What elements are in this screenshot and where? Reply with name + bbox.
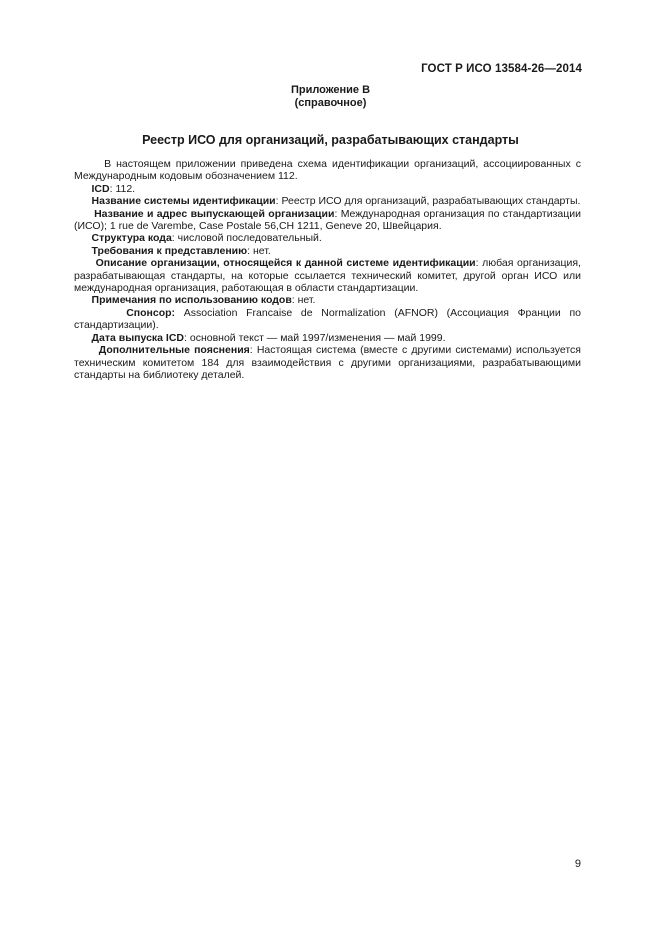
paragraph-lead: ICD <box>91 182 110 195</box>
paragraph-text: : числовой последовательный. <box>171 232 322 245</box>
body-text <box>74 158 581 381</box>
annex-subtitle: (справочное) <box>294 97 367 109</box>
paragraph-text: Association Francaise de Normalization (AFNOR) (Ассоциация Франции по стандартизации). <box>74 306 581 332</box>
paragraph-text: : 112. <box>109 182 136 195</box>
paragraph-display-requirements <box>74 245 581 257</box>
paragraph-icd-date <box>74 332 581 344</box>
paragraph-text: : любая организация, разрабатывающая стандарты, на которые ссылается технический комитет, другой орган ИСО или международная организация, работающая в области стандартизации. <box>74 257 581 295</box>
paragraph-system-name <box>74 195 581 207</box>
document-id-header: ГОСТ Р ИСО 13584-26—2014 <box>421 63 582 75</box>
paragraph-code-structure <box>74 232 581 244</box>
paragraph-lead: Примечания по использованию кодов <box>91 294 292 307</box>
paragraph-lead: Структура кода <box>91 232 172 245</box>
annex-title: Приложение В <box>290 84 371 96</box>
paragraph-lead: Описание организации, относящейся к данной системе идентификации <box>95 257 476 270</box>
section-title: Реестр ИСО для организаций, разрабатывающих стандарты <box>142 133 519 147</box>
paragraph-text: : основной текст — май 1997/изменения — май 1999. <box>184 331 446 344</box>
paragraph-org-description <box>74 257 581 294</box>
paragraph-intro <box>74 158 581 183</box>
paragraph-text: : Международная организация по стандартизации (ИСО); 1 rue de Varembe, Case Postale 56,CH 1211, Geneve 20, Швейцария. <box>74 207 581 233</box>
paragraph-text: : Настоящая система (вместе с другими системами) используется техническим комитетом 184 для взаимодействия с другими организациями, разрабатывающими стандарты на библиотеку деталей. <box>74 344 581 381</box>
paragraph-lead: Дополнительные пояснения <box>98 344 250 357</box>
paragraph-issuing-org <box>74 208 581 233</box>
paragraph-text: : Реестр ИСО для организаций, разрабатывающих стандарты. <box>275 195 581 208</box>
paragraph-text: : нет. <box>291 294 316 307</box>
paragraph-lead: Название и адрес выпускающей организации <box>94 207 335 220</box>
paragraph-text: В настоящем приложении приведена схема идентификации организаций, ассоциированных с Международным кодовым обозначением 112. <box>74 158 581 183</box>
annex-heading <box>0 84 661 110</box>
paragraph-lead: Спонсор: <box>126 306 176 319</box>
paragraph-lead: Название системы идентификации <box>91 195 276 208</box>
paragraph-sponsor <box>74 307 581 332</box>
paragraph-text: : нет. <box>247 244 271 257</box>
paragraph-lead: Требования к представлению <box>91 244 248 257</box>
paragraph-icd <box>74 183 581 195</box>
paragraph-additional-notes <box>74 344 581 381</box>
paragraph-lead: Дата выпуска ICD <box>91 331 185 344</box>
page-number: 9 <box>574 858 581 870</box>
paragraph-usage-notes <box>74 294 581 306</box>
